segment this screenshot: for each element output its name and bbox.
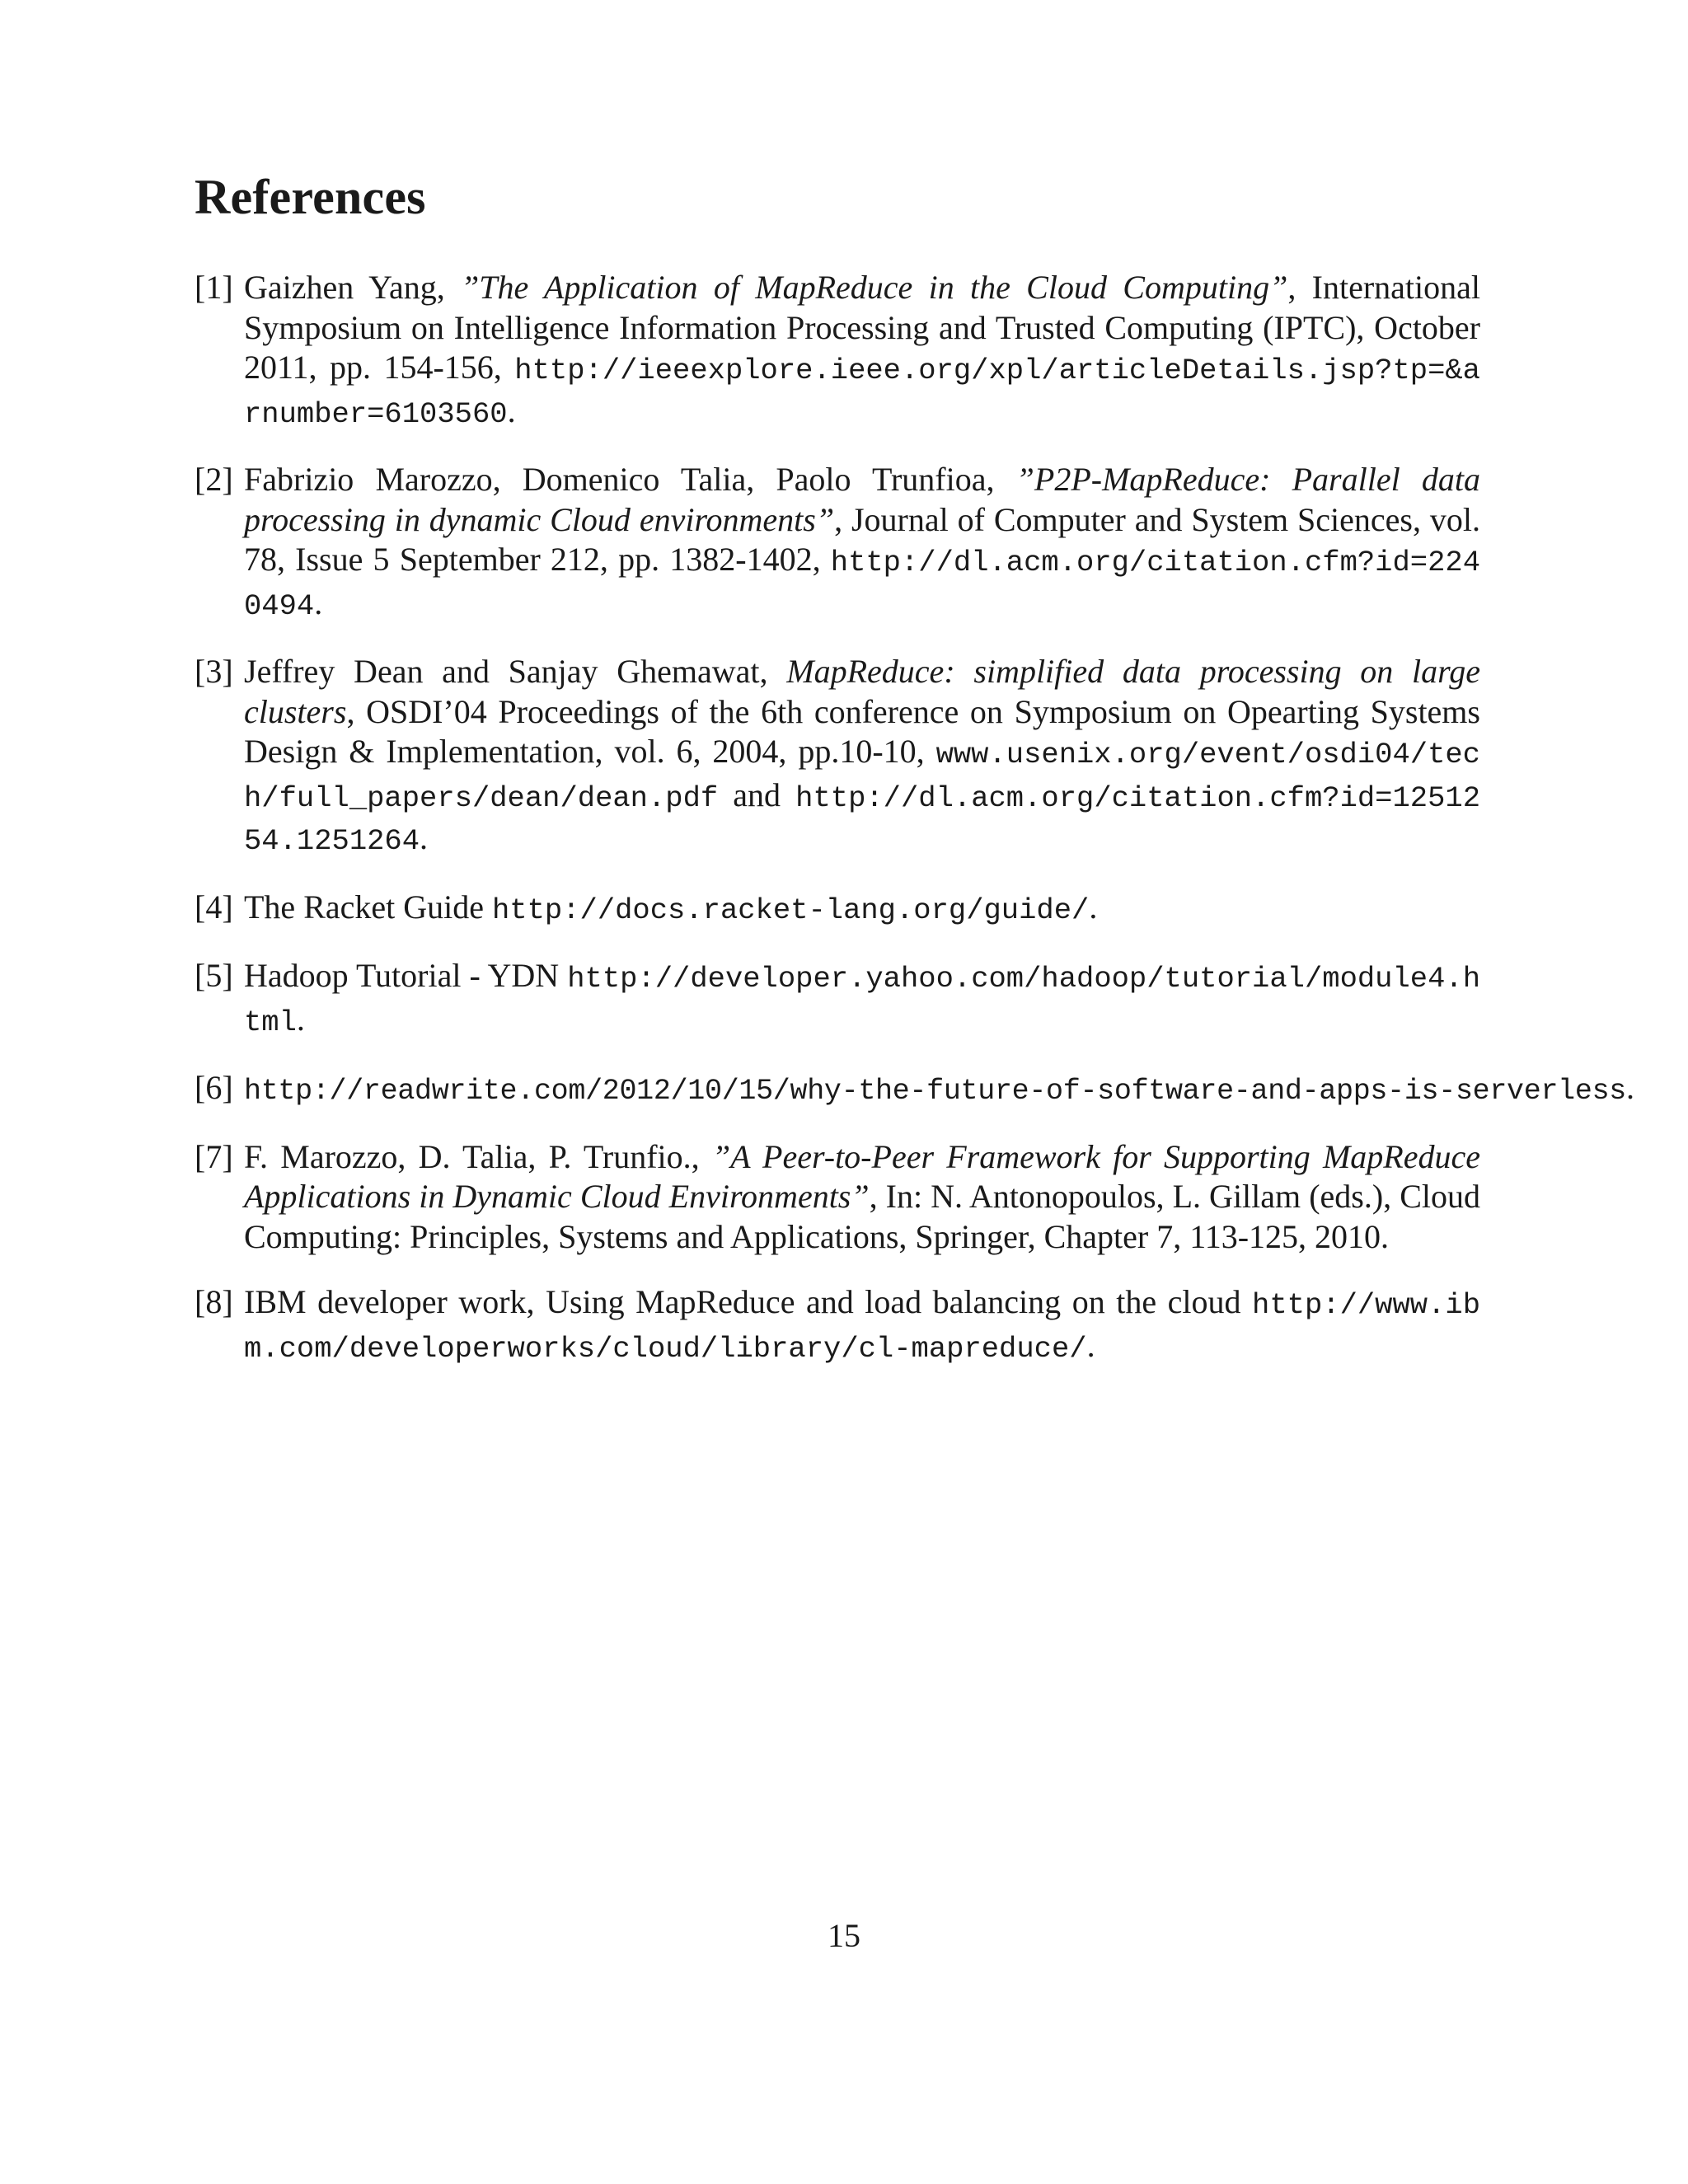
reference-url-link[interactable]: http://dl.acm.org/citation.cfm?id=2240494 <box>244 546 1480 623</box>
reference-text <box>244 1282 1480 1369</box>
reference-text <box>244 956 1480 1043</box>
reference-number: [7] <box>195 1137 233 1175</box>
reference-number: [6] <box>195 1069 233 1106</box>
reference-title: MapReduce: simplified data processing on large clusters <box>244 653 1480 730</box>
reference-author: Jeffrey Dean and Sanjay Ghemawat, <box>244 653 787 690</box>
reference-end: . <box>314 583 323 621</box>
reference-number: [8] <box>195 1283 233 1320</box>
reference-url-link[interactable]: www.usenix.org/event/osdi04/tech/full_papers/dean/dean.pdf <box>244 738 1480 815</box>
reference-url-link[interactable]: http://ieeexplore.ieee.org/xpl/articleDetails.jsp?tp=&arnumber=6103560 <box>244 354 1480 431</box>
reference-url-link-2[interactable]: http://dl.acm.org/citation.cfm?id=1251254.1251264 <box>244 780 1480 858</box>
references-list <box>195 268 1634 1394</box>
reference-item-4 <box>195 888 1480 931</box>
reference-text <box>244 888 1480 931</box>
reference-details: , Journal of Computer and System Sciences, vol. 78, Issue 5 September 212, pp. 1382-1402, <box>244 500 1480 578</box>
reference-end: . <box>420 819 429 856</box>
reference-url-link[interactable]: http://developer.yahoo.com/hadoop/tutorial/module4.html <box>244 962 1480 1039</box>
reference-url-link[interactable]: http://readwrite.com/2012/10/15/why-the-future-of-software-and-apps-is-serverless <box>244 1075 1626 1108</box>
reference-title: ”The Application of MapReduce in the Cloud Computing” <box>461 269 1288 306</box>
reference-url-link[interactable]: http://docs.racket-lang.org/guide/ <box>492 893 1090 927</box>
reference-end: . <box>296 1000 305 1038</box>
reference-text <box>244 1068 1634 1112</box>
reference-text <box>244 1137 1480 1258</box>
reference-title: ”A Peer-to-Peer Framework for Supporting MapReduce Applications in Dynamic Cloud Environments” <box>244 1137 1480 1215</box>
reference-number: [2] <box>195 461 233 498</box>
page-number: 15 <box>828 1917 860 1954</box>
reference-plain-text: The Racket Guide <box>244 888 492 926</box>
reference-author: Fabrizio Marozzo, Domenico Talia, Paolo Trunfioa, <box>244 461 1016 498</box>
reference-middle: and <box>718 776 796 813</box>
reference-details: , International Symposium on Intelligence Information Processing and Trusted Computing (IPTC), October 2011, pp. 154-156, <box>244 269 1481 386</box>
reference-number: [1] <box>195 269 233 306</box>
reference-details: , In: N. Antonopoulos, L. Gillam (eds.), Cloud Computing: Principles, Systems and Applications, Springer, Chapter 7, 113-125, 2010. <box>244 1178 1480 1255</box>
reference-item-6 <box>195 1068 1634 1112</box>
reference-end: . <box>507 391 516 429</box>
reference-item-2 <box>195 460 1480 626</box>
reference-plain-text: Hadoop Tutorial - YDN <box>244 957 568 994</box>
reference-text <box>244 652 1480 862</box>
reference-title: ”P2P-MapReduce: Parallel data processing in dynamic Cloud environments” <box>244 461 1480 538</box>
reference-item-8 <box>195 1282 1480 1369</box>
reference-item-7 <box>195 1137 1480 1258</box>
reference-url-link[interactable]: http://www.ibm.com/developerworks/cloud/library/cl-mapreduce/ <box>244 1288 1480 1366</box>
reference-text <box>244 460 1480 626</box>
reference-item-3 <box>195 652 1480 862</box>
reference-end: . <box>1089 888 1098 926</box>
reference-end: . <box>1086 1326 1095 1364</box>
reference-end: . <box>1625 1069 1634 1106</box>
reference-plain-text: IBM developer work, Using MapReduce and load balancing on the cloud <box>244 1283 1253 1320</box>
reference-author: Gaizhen Yang, <box>244 269 462 306</box>
reference-author: F. Marozzo, D. Talia, P. Trunfio., <box>244 1137 712 1175</box>
reference-number: [3] <box>195 653 233 690</box>
reference-item-5 <box>195 956 1480 1043</box>
reference-number: [4] <box>195 888 233 926</box>
reference-number: [5] <box>195 957 233 994</box>
reference-text <box>244 268 1480 434</box>
references-heading: References <box>195 170 426 224</box>
reference-details: , OSDI’04 Proceedings of the 6th conference on Symposium on Opearting Systems Design & Implementation, vol. 6, 2004, pp.10-10, <box>244 692 1480 770</box>
reference-item-1 <box>195 268 1480 434</box>
